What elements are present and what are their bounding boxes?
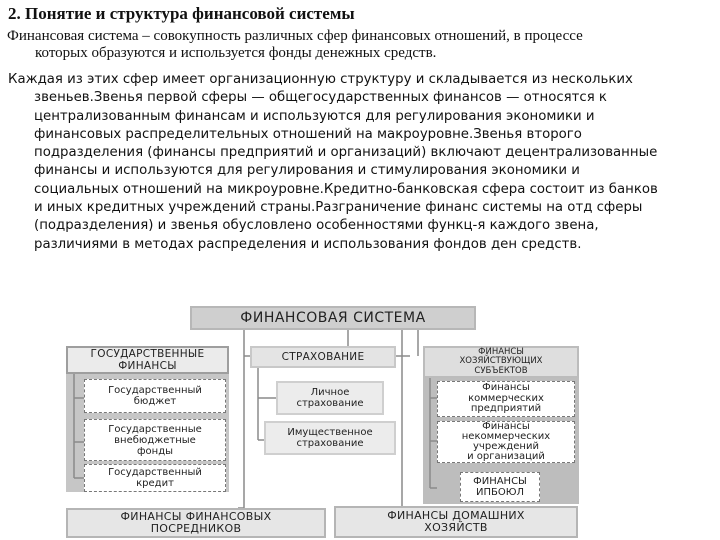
business-finance-header bbox=[423, 346, 579, 378]
intro-term: Финансовая система bbox=[7, 28, 139, 44]
business-finance-header-line: ФИНАНСЫ bbox=[478, 346, 524, 357]
body-line: социальных отношений на микроуровне.Кредитно-банковская сфера состоит из банков bbox=[34, 181, 658, 197]
noncommercial-organizations-line: Финансы bbox=[482, 421, 530, 432]
body-line: (подразделения) и звенья обусловлено особенностями функц-я каждого звена, bbox=[34, 218, 599, 234]
state-finance-header-line: ГОСУДАРСТВЕННЫЕ bbox=[90, 348, 205, 360]
intermediaries-finance-line: ФИНАНСЫ ФИНАНСОВЫХ bbox=[120, 510, 272, 523]
household-finance-box bbox=[334, 506, 578, 538]
business-finance-header-line: СУБЪЕКТОВ bbox=[474, 365, 528, 376]
commercial-enterprises-box bbox=[437, 381, 575, 417]
state-credit-box bbox=[84, 464, 226, 492]
state-budget-line: Государственный bbox=[108, 385, 202, 396]
business-finance-header-line: ХОЗЯЙСТВУЮЩИХ bbox=[459, 356, 543, 367]
insurance-header: СТРАХОВАНИЕ bbox=[250, 346, 396, 368]
extrabudgetary-funds-line: внебюджетные bbox=[114, 434, 196, 446]
household-finance-line: ФИНАНСЫ ДОМАШНИХ bbox=[387, 509, 525, 522]
property-insurance-box bbox=[264, 421, 396, 455]
body-line: централизованным финансам и используются для регулирования экономики и bbox=[34, 108, 595, 124]
page-title: 2. Понятие и структура финансовой системы bbox=[8, 4, 355, 23]
state-finance-header-line: ФИНАНСЫ bbox=[118, 360, 177, 372]
extrabudgetary-funds-line: фонды bbox=[136, 445, 173, 457]
extrabudgetary-funds-box bbox=[84, 419, 226, 461]
state-credit-line: кредит bbox=[136, 478, 174, 489]
financial-system-box: ФИНАНСОВАЯ СИСТЕМА bbox=[190, 306, 476, 330]
ipboyul-finance-line: ФИНАНСЫ bbox=[473, 476, 527, 487]
body-line: финансовых распределительных отношений на макроуровне.Звенья второго bbox=[34, 126, 582, 142]
body-line: различиями в методах распределения и использования фондов ден средств. bbox=[34, 236, 582, 252]
ipboyul-finance-box bbox=[460, 472, 540, 502]
personal-insurance-box bbox=[276, 381, 384, 415]
body-line: и иных кредитных учреждений страны.Разграничение финанс системы на отд сферы bbox=[34, 200, 643, 216]
state-finance-header bbox=[66, 346, 229, 374]
intro-definition-text: – совокупность различных сфер финансовых отношений, в процессе bbox=[138, 28, 583, 44]
personal-insurance-line: страхование bbox=[296, 398, 364, 409]
commercial-enterprises-line: коммерческих bbox=[468, 392, 544, 404]
noncommercial-organizations-box bbox=[437, 421, 575, 463]
intermediaries-finance-line: ПОСРЕДНИКОВ bbox=[150, 522, 242, 535]
extrabudgetary-funds-line: Государственные bbox=[108, 423, 202, 435]
noncommercial-organizations-line: некоммерческих bbox=[461, 431, 551, 442]
commercial-enterprises-line: Финансы bbox=[482, 382, 530, 394]
state-budget-box bbox=[84, 379, 226, 413]
body-line: финансы и используются для регулирования и стимулирования экономики и bbox=[34, 163, 580, 179]
state-budget-line: бюджет bbox=[133, 396, 177, 407]
noncommercial-organizations-line: учреждений bbox=[473, 441, 539, 452]
ipboyul-finance-line: ИПБОЮЛ bbox=[475, 487, 525, 498]
personal-insurance-line: Личное bbox=[310, 387, 350, 398]
state-credit-line: Государственный bbox=[108, 467, 202, 478]
intro-continuation: которых образуются и используется фонды денежных средств. bbox=[35, 45, 437, 61]
property-insurance-line: страхование bbox=[296, 438, 364, 449]
intermediaries-finance-box bbox=[66, 508, 326, 538]
body-line: подразделения (финансы предприятий и организаций) включают децентрализованные bbox=[34, 145, 658, 161]
property-insurance-line: Имущественное bbox=[287, 427, 373, 438]
household-finance-line: ХОЗЯЙСТВ bbox=[424, 521, 488, 534]
body-first-line: Каждая из этих сфер имеет организационную структуру и складывается из нескольких bbox=[8, 72, 633, 87]
noncommercial-organizations-line: и организаций bbox=[467, 451, 545, 462]
commercial-enterprises-line: предприятий bbox=[470, 403, 542, 415]
body-line: звеньев.Звенья первой сферы — общегосударственных финансов — относятся к bbox=[34, 90, 607, 106]
